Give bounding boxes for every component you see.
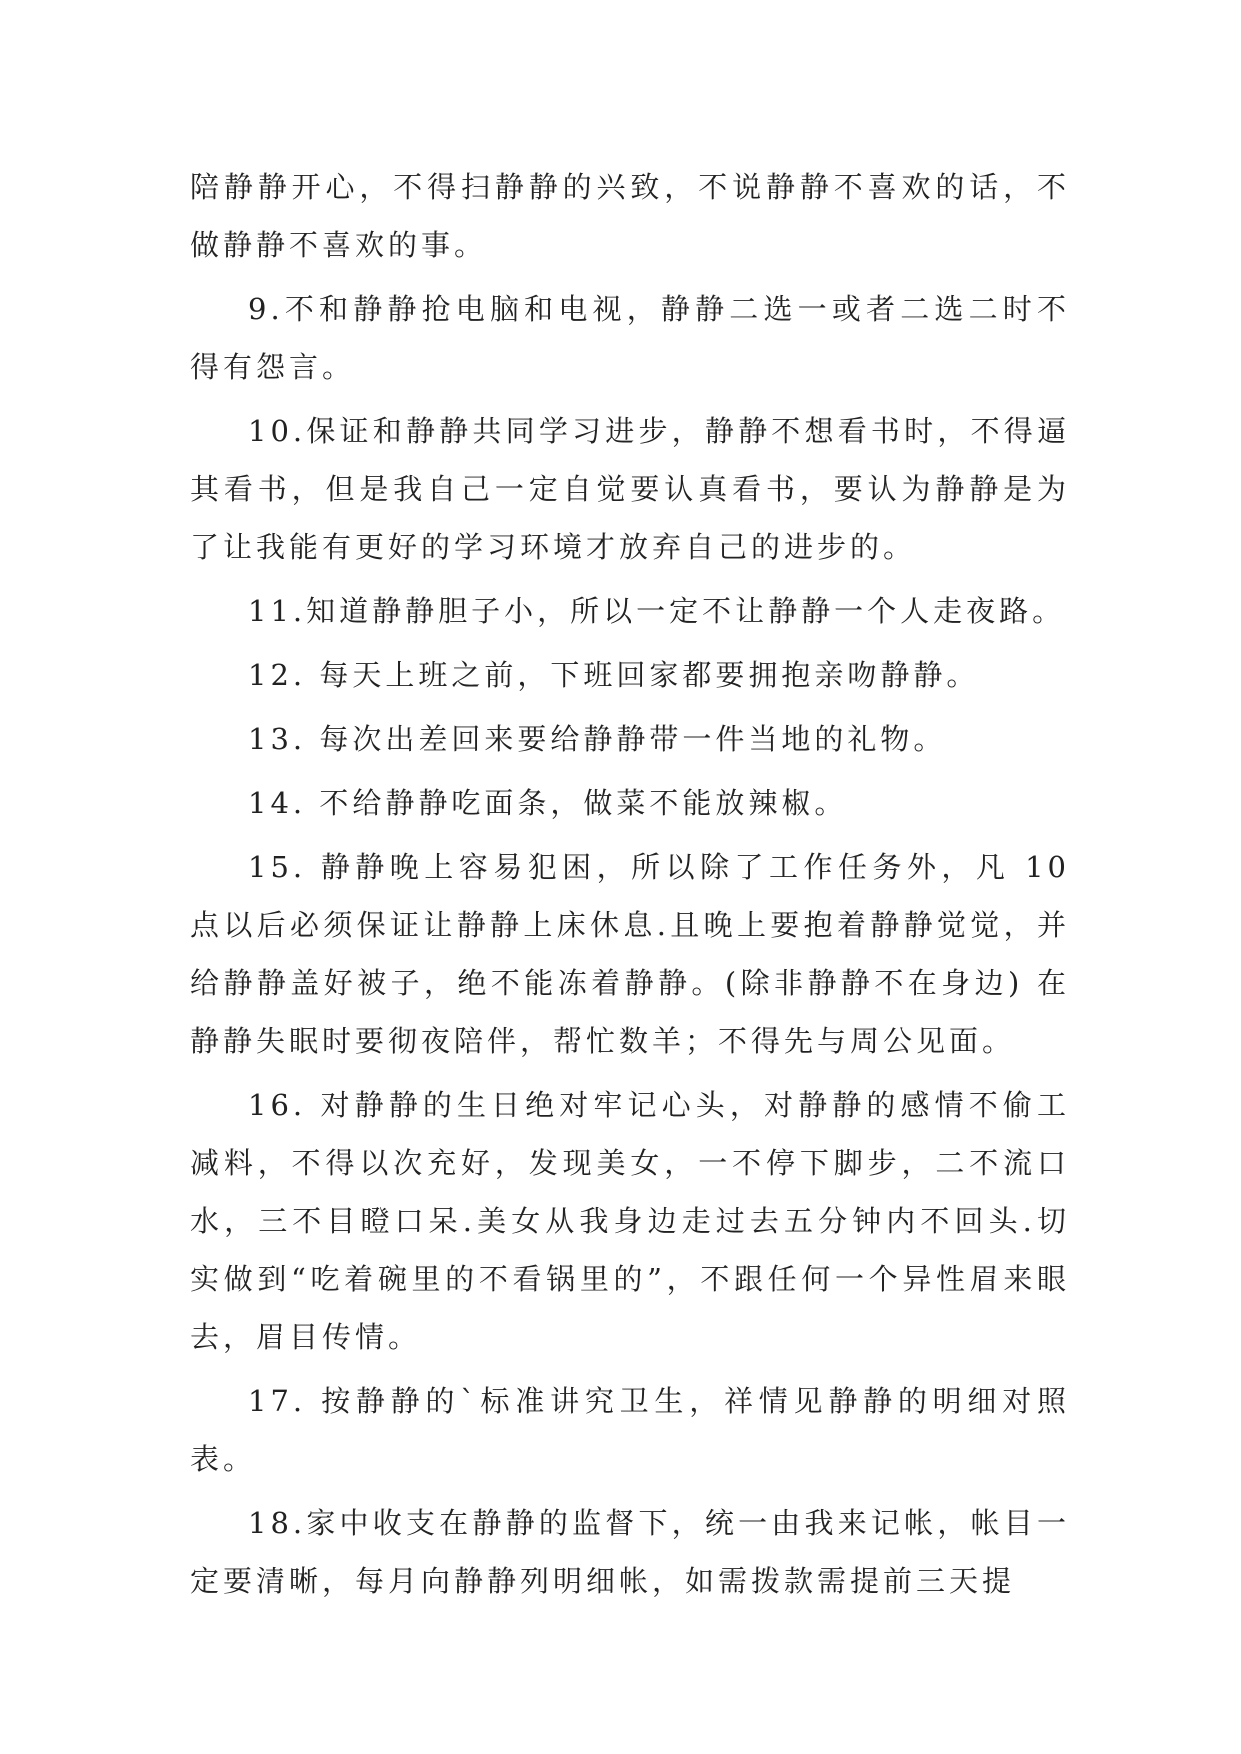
- paragraph-item-15: 15. 静静晚上容易犯困，所以除了工作任务外，凡 10 点以后必须保证让静静上床休息.且晚上要抱着静静觉觉，并给静静盖好被子，绝不能冻着静静。(除非静静不在身边) 在静静失眠时要彻夜陪伴，帮忙数羊；不得先与周公见面。: [190, 850, 1070, 1058]
- paragraph-item-12: 12. 每天上班之前，下班回家都要拥抱亲吻静静。: [248, 658, 980, 692]
- document-body: [190, 158, 1070, 1616]
- paragraph-item-11: 11.知道静静胆子小，所以一定不让静静一个人走夜路。: [248, 594, 1066, 628]
- paragraph-item-17: 17. 按静静的`标准讲究卫生，祥情见静静的明细对照表。: [190, 1384, 1070, 1476]
- paragraph-continuation: 陪静静开心，不得扫静静的兴致，不说静静不喜欢的话，不做静静不喜欢的事。: [190, 170, 1070, 262]
- paragraph-item-16: 16. 对静静的生日绝对牢记心头，对静静的感情不偷工减料，不得以次充好，发现美女，一不停下脚步，二不流口水，三不目瞪口呆.美女从我身边走过去五分钟内不回头.切实做到“吃着碗里的不看锅里的”，不跟任何一个异性眉来眼去，眉目传情。: [190, 1088, 1070, 1354]
- paragraph-item-18: 18.家中收支在静静的监督下，统一由我来记帐，帐目一定要清晰，每月向静静列明细帐，如需拨款需提前三天提: [190, 1506, 1070, 1598]
- paragraph-item-14: 14. 不给静静吃面条，做菜不能放辣椒。: [248, 786, 848, 820]
- paragraph-item-13: 13. 每次出差回来要给静静带一件当地的礼物。: [248, 722, 947, 756]
- paragraph-item-9: 9.不和静静抢电脑和电视，静静二选一或者二选二时不得有怨言。: [190, 292, 1070, 384]
- paragraph-item-10: 10.保证和静静共同学习进步，静静不想看书时，不得逼其看书，但是我自己一定自觉要认真看书，要认为静静是为了让我能有更好的学习环境才放弃自己的进步的。: [190, 414, 1070, 564]
